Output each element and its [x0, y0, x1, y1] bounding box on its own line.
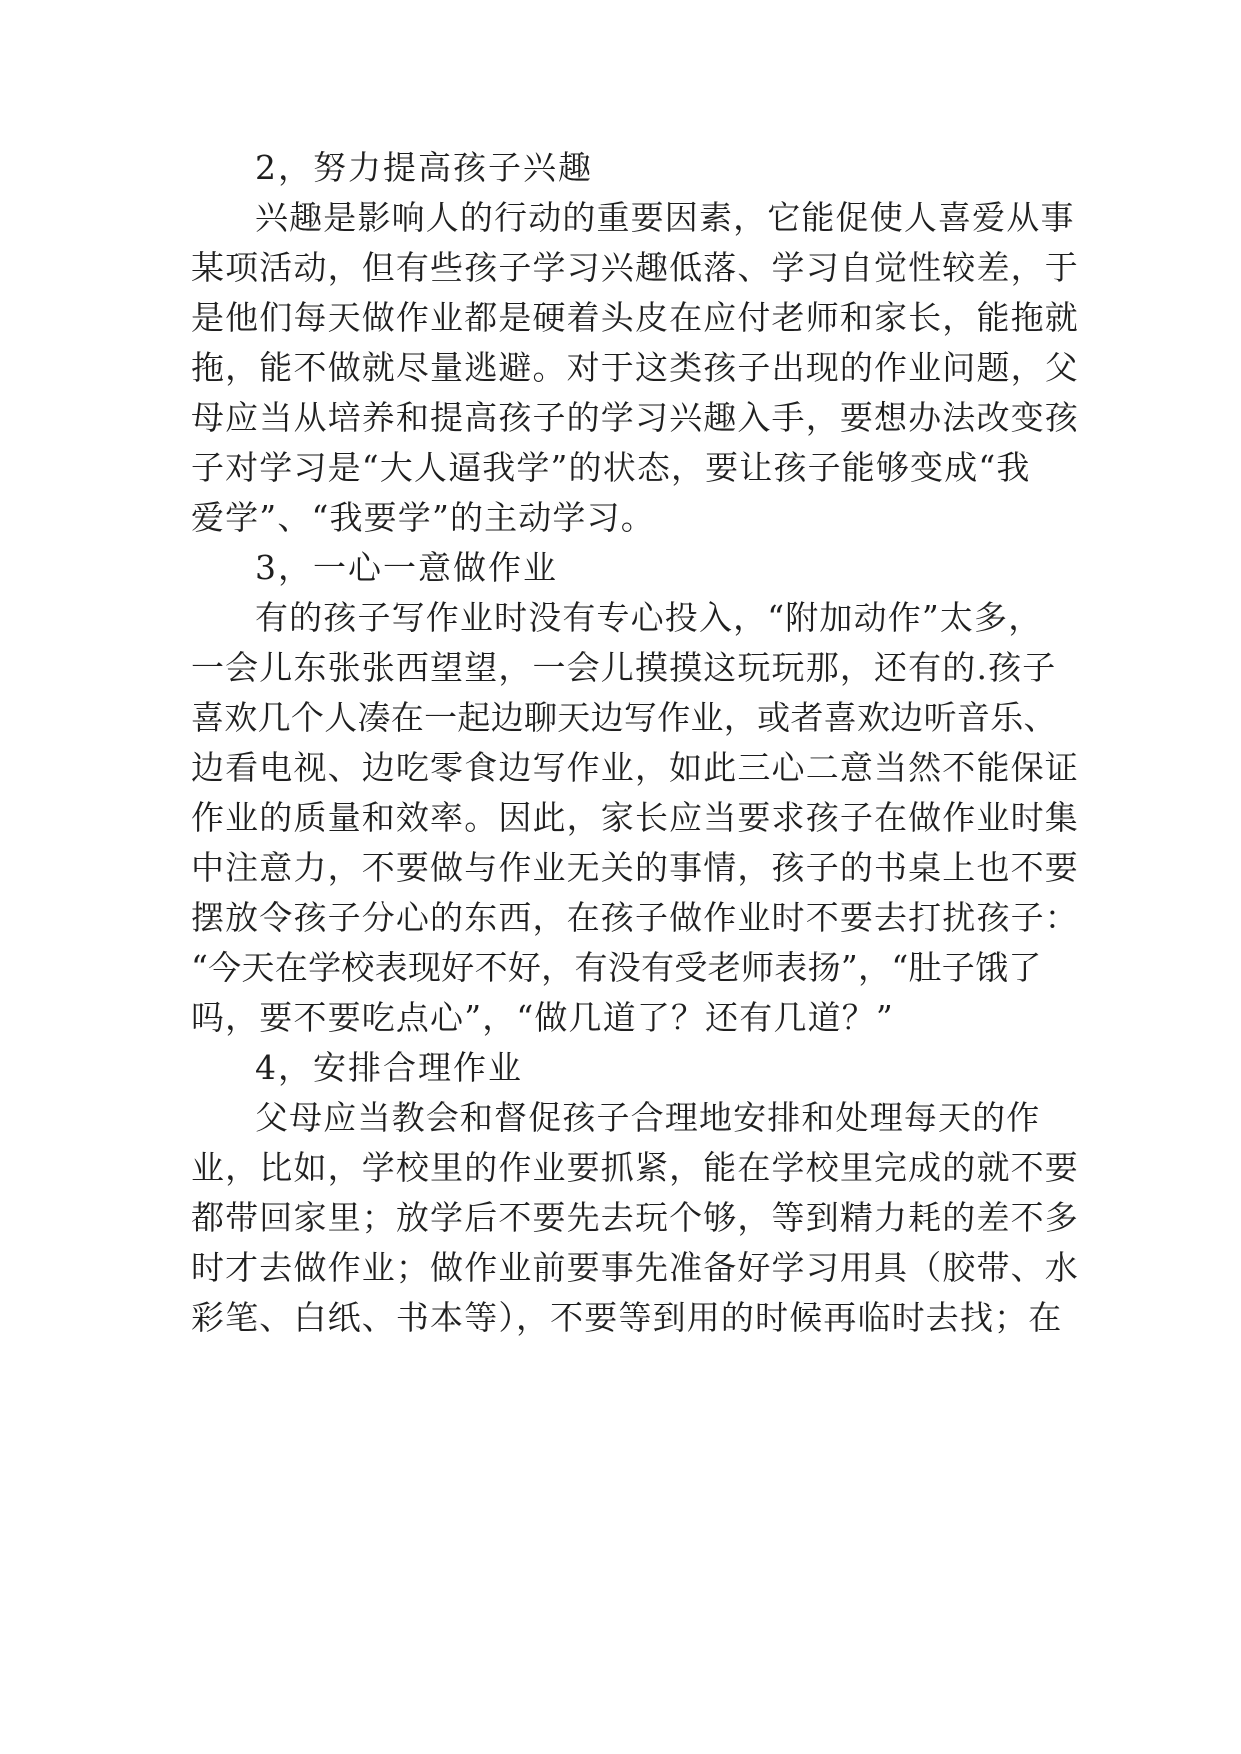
paragraph-line: 时才去做作业；做作业前要事先准备好学习用具（胶带、水	[191, 1248, 1079, 1287]
paragraph-line: 作业的质量和效率。因此，家长应当要求孩子在做作业时集	[191, 798, 1079, 837]
section-heading-2: 2，努力提高孩子兴趣	[255, 148, 593, 187]
paragraph-line: 边看电视、边吃零食边写作业，如此三心二意当然不能保证	[191, 748, 1079, 787]
paragraph-line: 业，比如，学校里的作业要抓紧，能在学校里完成的就不要	[191, 1148, 1079, 1187]
paragraph-line: 中注意力，不要做与作业无关的事情，孩子的书桌上也不要	[191, 848, 1079, 887]
paragraph-line: 拖，能不做就尽量逃避。对于这类孩子出现的作业问题，父	[191, 348, 1079, 387]
paragraph-line: 是他们每天做作业都是硬着头皮在应付老师和家长，能拖就	[191, 298, 1079, 337]
paragraph-line: 有的孩子写作业时没有专心投入，“附加动作”太多，	[255, 598, 1043, 637]
section-heading-3: 3，一心一意做作业	[255, 548, 558, 587]
paragraph-line: 吗，要不要吃点心”，“做几道了？还有几道？”	[191, 998, 894, 1037]
paragraph-line: 某项活动，但有些孩子学习兴趣低落、学习自觉性较差，于	[191, 248, 1079, 287]
paragraph-line: 喜欢几个人凑在一起边聊天边写作业，或者喜欢边听音乐、	[191, 698, 1057, 737]
paragraph-line: 母应当从培养和提高孩子的学习兴趣入手，要想办法改变孩	[191, 398, 1079, 437]
paragraph-line: 兴趣是影响人的行动的重要因素，它能促使人喜爱从事	[255, 198, 1075, 237]
paragraph-line: 彩笔、白纸、书本等），不要等到用的时候再临时去找；在	[191, 1298, 1063, 1337]
paragraph-line: “今天在学校表现好不好，有没有受老师表扬”，“肚子饿了	[191, 948, 1042, 987]
paragraph-line: 爱学”、“我要学”的主动学习。	[191, 498, 655, 537]
paragraph-line: 摆放令孩子分心的东西，在孩子做作业时不要去打扰孩子：	[191, 898, 1079, 937]
paragraph-line: 父母应当教会和督促孩子合理地安排和处理每天的作	[255, 1098, 1041, 1137]
paragraph-line: 都带回家里；放学后不要先去玩个够，等到精力耗的差不多	[191, 1198, 1079, 1237]
paragraph-line: 子对学习是“大人逼我学”的状态，要让孩子能够变成“我	[191, 448, 1031, 487]
paragraph-line: 一会儿东张张西望望，一会儿摸摸这玩玩那，还有的.孩子	[191, 648, 1057, 687]
section-heading-4: 4，安排合理作业	[255, 1048, 523, 1087]
